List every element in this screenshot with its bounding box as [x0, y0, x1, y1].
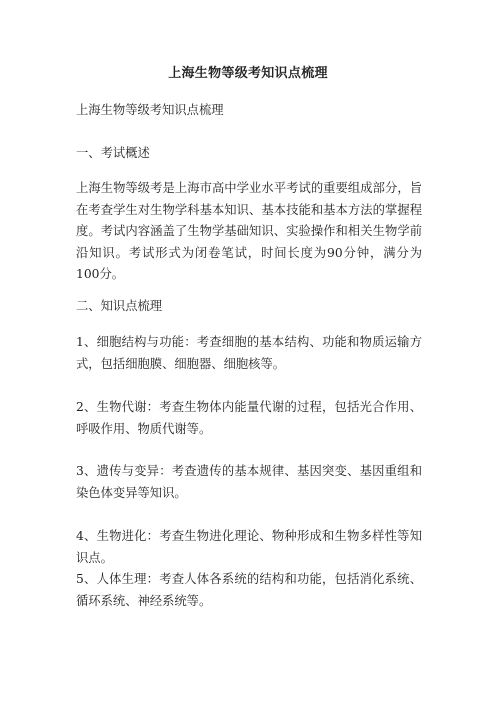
knowledge-item: 5、人体生理：考查人体各系统的结构和功能，包括消化系统、循环系统、神经系统等。 — [76, 572, 422, 608]
knowledge-item: 1、细胞结构与功能：考查细胞的基本结构、功能和物质运输方式，包括细胞膜、细胞器、细胞核等。 — [76, 335, 422, 371]
overview-paragraph: 上海生物等级考是上海市高中学业水平考试的重要组成部分，旨在考查学生对生物学科基本知识、基本技能和基本方法的掌握程度。考试内容涵盖了生物学基础知识、实验操作和相关生物学前沿知识。考试形式为闭卷笔试，时间长度为90分钟，满分为100分。 — [76, 181, 422, 281]
section-heading-knowledge: 二、知识点梳理 — [76, 299, 163, 313]
document-subtitle: 上海生物等级考知识点梳理 — [76, 103, 224, 117]
section-heading-overview: 一、考试概述 — [76, 146, 150, 160]
knowledge-item: 4、生物进化：考查生物进化理论、物种形成和生物多样性等知识点。 — [76, 529, 422, 565]
knowledge-item: 3、遗传与变异：考查遗传的基本规律、基因突变、基因重组和染色体变异等知识。 — [76, 464, 422, 500]
document-title: 上海生物等级考知识点梳理 — [168, 66, 328, 81]
knowledge-item: 2、生物代谢：考查生物体内能量代谢的过程，包括光合作用、呼吸作用、物质代谢等。 — [76, 400, 422, 436]
